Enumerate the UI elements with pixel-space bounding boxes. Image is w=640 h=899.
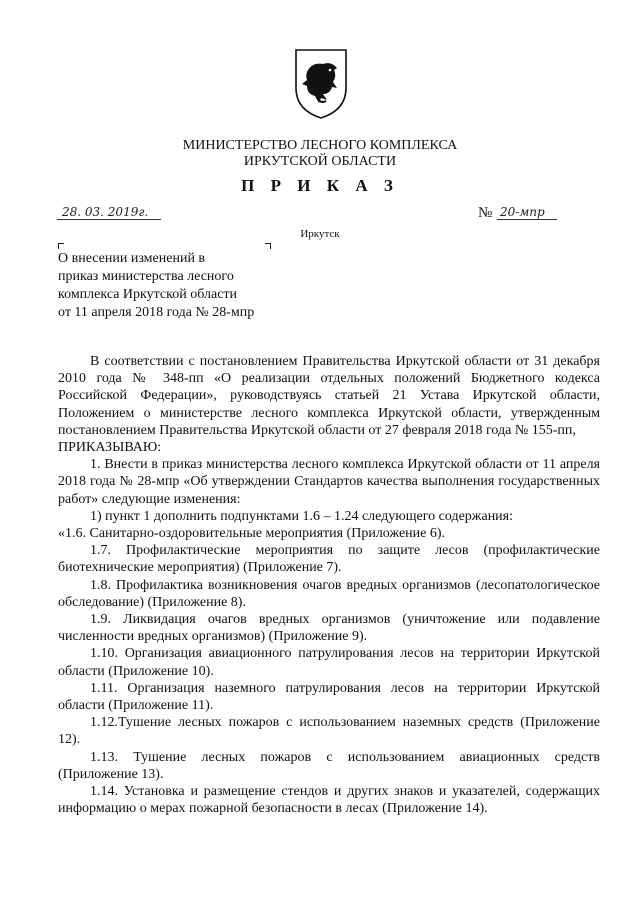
body-paragraph: «1.6. Санитарно-оздоровительные мероприятия (Приложение 6). <box>58 526 446 542</box>
subject-line: комплекса Иркутской области <box>58 287 238 302</box>
order-word: ПРИКАЗЫВАЮ: <box>58 440 162 456</box>
body-paragraph: 1.7. Профилактические мероприятия по защите лесов (профилактические биотехнические мероприятия) (Приложение 7). <box>58 543 600 576</box>
body-paragraph: 1.8. Профилактика возникновения очагов вредных организмов (лесопатологическое обследование) (Приложение 8). <box>58 577 600 610</box>
ministry-line-1: МИНИСТЕРСТВО ЛЕСНОГО КОМПЛЕКСА <box>182 138 458 153</box>
subject-line: приказ министерства лесного <box>58 269 234 284</box>
body-paragraph: 1.14. Установка и размещение стендов и других знаков и указателей, содержащих информацию о мерах пожарной безопасности в лесах (Приложение 14). <box>58 784 600 817</box>
body-paragraph: 1.10. Организация авиационного патрулирования лесов на территории Иркутской области (Приложение 10). <box>58 646 600 679</box>
subject-line: от 11 апреля 2018 года № 28-мпр <box>58 305 255 320</box>
body-paragraph: 1. Внести в приказ министерства лесного комплекса Иркутской области от 11 апреля 2018 года № 28-мпр «Об утверждении Стандартов качества выполнения государственных работ» следующие изменения: <box>58 457 600 507</box>
document-type-title: П Р И К А З <box>241 176 399 195</box>
subject-corner-right <box>265 243 271 249</box>
number-underline <box>497 219 557 220</box>
preamble-paragraph: В соответствии с постановлением Правительства Иркутской области от 31 декабря 2010 года № 348-пп «О реализации отдельных положений Бюджетного кодекса Российской Федерации», руководствуясь статьей 21 Устава Иркутской области, Положением о министерстве лесного комплекса Иркутской области, утвержденным постановлением Правительства Иркутской области от 27 февраля 2018 года № 155-пп, <box>58 354 600 438</box>
subject-block <box>58 250 254 322</box>
body-paragraph: 1.9. Ликвидация очагов вредных организмов (уничтожение или подавление численности вредных организмов) (Приложение 9). <box>58 612 600 645</box>
city-name: Иркутск <box>300 228 340 240</box>
document-body <box>58 353 600 817</box>
number-sign: № <box>478 205 493 221</box>
ministry-line-2: ИРКУТСКОЙ ОБЛАСТИ <box>243 154 397 169</box>
body-paragraph: 1) пункт 1 дополнить подпунктами 1.6 – 1.24 следующего содержания: <box>90 508 514 524</box>
body-paragraph: 1.13. Тушение лесных пожаров с использованием авиационных средств (Приложение 13). <box>58 749 600 782</box>
coat-of-arms-emblem <box>293 48 349 120</box>
date-underline <box>57 219 161 220</box>
ministry-name <box>0 138 640 170</box>
handwritten-date: 28. 03. 2019г. <box>62 205 149 219</box>
subject-line: О внесении изменений в <box>58 251 206 266</box>
body-paragraph: 1.11. Организация наземного патрулирования лесов на территории Иркутской области (Приложение 11). <box>58 680 600 714</box>
handwritten-order-number: 20-мпр <box>500 205 545 219</box>
body-paragraph: 1.12.Тушение лесных пожаров с использованием наземных средств (Приложение 12). <box>58 715 600 748</box>
subject-corner-left <box>58 243 64 249</box>
